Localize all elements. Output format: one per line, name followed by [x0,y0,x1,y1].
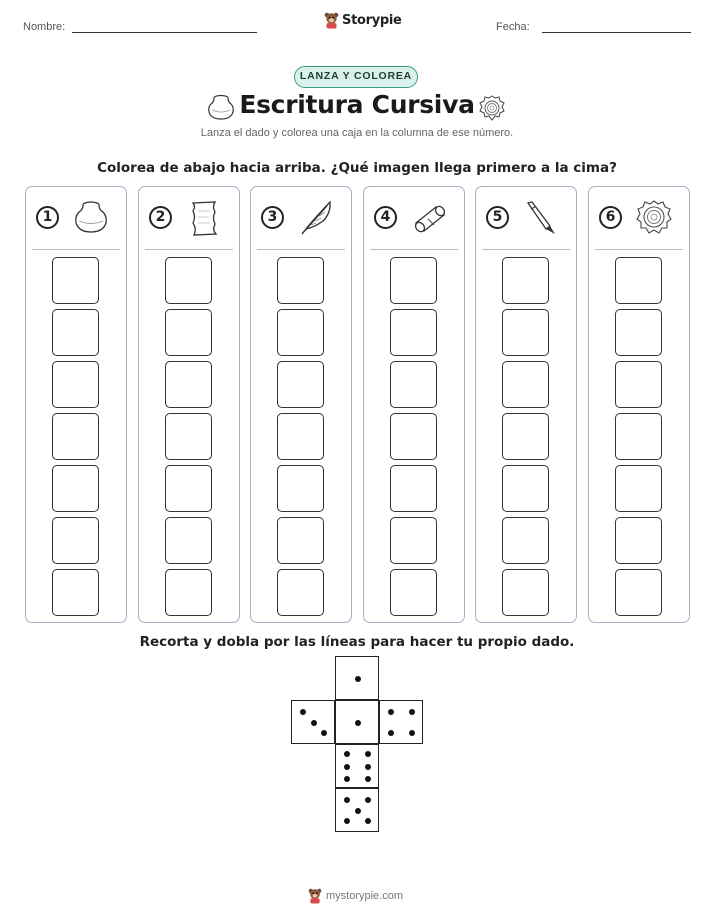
column-divider [370,249,458,250]
scroll-icon [410,199,448,237]
color-box[interactable] [52,569,99,616]
die-face-1 [335,656,379,700]
race-column-5 [475,186,577,623]
name-label: Nombre: [23,21,66,33]
die-pip [355,676,361,682]
color-box[interactable] [52,413,99,460]
wax-seal-icon [479,95,505,121]
die-pip [355,720,361,726]
column-divider [595,249,683,250]
color-box[interactable] [615,569,662,616]
race-column-3 [250,186,352,623]
parchment-icon [185,199,223,237]
color-box[interactable] [390,257,437,304]
color-box[interactable] [502,517,549,564]
color-box[interactable] [277,361,324,408]
die-face-6 [335,744,379,788]
die-pip [344,764,350,770]
die-pip [344,797,350,803]
die-pip [365,764,371,770]
color-box[interactable] [165,257,212,304]
die-pip [311,720,317,726]
column-number: 3 [261,206,284,229]
die-pip [365,776,371,782]
die-instruction: Recorta y dobla por las líneas para hacer tu propio dado. [139,634,575,650]
subtitle: Lanza el dado y colorea una caja en la columna de ese número. [200,127,514,139]
color-box[interactable] [277,257,324,304]
activity-badge: LANZA Y COLOREA [294,66,418,88]
column-number: 4 [374,206,397,229]
color-box[interactable] [390,517,437,564]
color-box[interactable] [615,413,662,460]
bear-mascot-icon [324,12,339,29]
color-box[interactable] [502,569,549,616]
die-pip [344,776,350,782]
color-box[interactable] [390,309,437,356]
bear-mascot-icon [308,888,322,904]
color-box[interactable] [390,361,437,408]
brand-logo [324,12,402,29]
color-box[interactable] [52,517,99,564]
date-line [542,32,691,33]
column-divider [145,249,233,250]
color-box[interactable] [615,257,662,304]
die-pip [365,797,371,803]
brand-name: Storypie [342,13,402,28]
coloring-instruction: Colorea de abajo hacia arriba. ¿Qué imagen llega primero a la cima? [97,160,617,176]
color-box[interactable] [277,517,324,564]
quill-feather-icon [297,199,335,237]
die-face-1 [335,700,379,744]
name-line [72,32,257,33]
die-pip [409,730,415,736]
color-box[interactable] [165,517,212,564]
color-box[interactable] [615,361,662,408]
color-box[interactable] [277,413,324,460]
race-column-1 [25,186,127,623]
color-box[interactable] [615,517,662,564]
color-box[interactable] [615,309,662,356]
fountain-pen-icon [522,199,560,237]
race-column-6 [588,186,690,623]
die-pip [355,808,361,814]
color-box[interactable] [277,569,324,616]
color-box[interactable] [502,257,549,304]
color-box[interactable] [502,309,549,356]
footer [308,888,403,904]
die-face-4 [379,700,423,744]
footer-url: mystorypie.com [326,890,404,902]
ink-pot-icon [72,199,110,237]
die-pip [365,751,371,757]
color-box[interactable] [502,465,549,512]
color-box[interactable] [277,309,324,356]
column-number: 6 [599,206,622,229]
color-box[interactable] [390,413,437,460]
die-face-5 [335,788,379,832]
column-number: 2 [149,206,172,229]
color-box[interactable] [52,257,99,304]
color-box[interactable] [502,413,549,460]
color-box[interactable] [502,361,549,408]
color-box[interactable] [165,361,212,408]
die-pip [344,818,350,824]
color-box[interactable] [165,413,212,460]
color-box[interactable] [165,309,212,356]
wax-seal-icon [635,199,673,237]
die-pip [300,709,306,715]
column-divider [482,249,570,250]
color-box[interactable] [165,569,212,616]
column-number: 5 [486,206,509,229]
die-pip [321,730,327,736]
die-face-3 [291,700,335,744]
color-box[interactable] [52,361,99,408]
color-box[interactable] [165,465,212,512]
die-pip [388,709,394,715]
page-title: Escritura Cursiva [239,90,475,119]
color-box[interactable] [52,309,99,356]
color-box[interactable] [390,569,437,616]
die-pip [365,818,371,824]
color-box[interactable] [277,465,324,512]
die-pip [344,751,350,757]
color-box[interactable] [52,465,99,512]
die-pip [409,709,415,715]
column-number: 1 [36,206,59,229]
die-pip [388,730,394,736]
color-box[interactable] [390,465,437,512]
date-label: Fecha: [496,21,530,33]
column-divider [32,249,120,250]
race-column-4 [363,186,465,623]
column-divider [257,249,345,250]
color-box[interactable] [615,465,662,512]
race-column-2 [138,186,240,623]
